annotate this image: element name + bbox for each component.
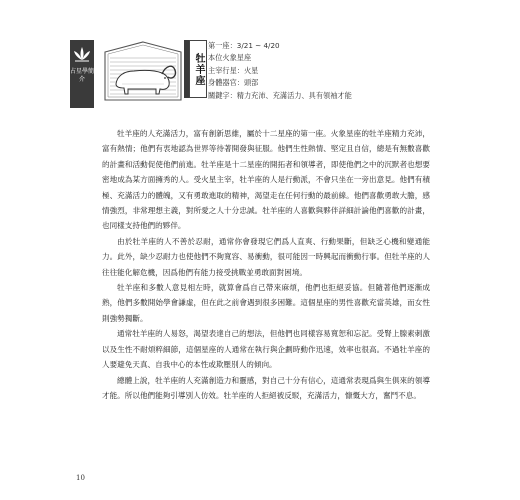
side-tab-label: 占星學簡介 bbox=[70, 68, 95, 83]
page-number: 10 bbox=[76, 474, 85, 482]
info-ruling-planet: 主宰行星：火星 bbox=[208, 65, 259, 75]
info-order: 第一座：3/21 ~ 4/20 bbox=[208, 41, 280, 50]
sign-title: 牡羊座 bbox=[189, 40, 207, 98]
paragraph: 牡羊座和多數人意見相左時，就算會爲自己帶來麻煩，他們也拒絕妥協。但隨著他們逐漸成熟，他們多數開始學會謙虛，但在此之前會遇到很多困難。這個星座的男性喜歡充當英雄，而女性則強勢獨斷。 bbox=[102, 283, 430, 323]
info-element: 本位火象星座 bbox=[208, 53, 252, 63]
paragraph: 總體上說，牡羊座的人充滿創造力和靈感，對自己十分有信心，這通常表現爲與生俱來的領導才能。所以他們能夠引導別人仿效。牡羊座的人拒絕被反駁，充滿活力，慷慨大方，奮鬥不息。 bbox=[102, 375, 430, 400]
lotus-icon bbox=[70, 44, 94, 66]
sign-info-block bbox=[208, 40, 428, 102]
info-body-part: 身體器官：頭部 bbox=[208, 78, 259, 88]
paragraph: 通常牡羊座的人易怒，渴望表達自己的想法，但他們也同樣容易寬恕和忘記。受腎上腺素刺激以及生性不耐煩粹細節，這個星座的人通常在執行與企劃時動作迅速，效率也很高。不過牡羊座的人要避免天真、自我中心的本性或欺壓別人的傾向。 bbox=[102, 329, 430, 370]
chapter-side-tab bbox=[70, 40, 94, 108]
aries-ram-emblem bbox=[102, 40, 184, 102]
paragraph: 由於牡羊座的人不善於忍耐，通常你會發現它們爲人直爽、行動果斷，但缺乏心機和變通能力。此外，缺少忍耐力也使他們不夠寬容、易衝動，很可能因一時興起而衝動行事。但牡羊座的人往往能化解危機，因爲他們有能力接受挑戰並勇敢面對困境。 bbox=[102, 236, 430, 277]
article-body bbox=[102, 126, 430, 403]
paragraph: 牡羊座的人充滿活力，富有創新思維，屬於十二星座的第一座。火象星座的牡羊座精力充沛，富有熱情；他們有衷地認為世界等待著開發與征服。他們生性熱情、堅定且自信，總是有無數喜歡的計畫和活動促使他們前進。牡羊座是十二星座的開拓者和領導者，即使他們之中的沉默者也想要密地成為某方面擁秀的人。受火星主宰，牡羊座的人是行動派，不會只坐在一旁出意見。他們有積極、充滿活力的體魄，又有勇敢進取的精神，渴望走在任何行動的最前線。他們喜歡勇敢大膽，感情強烈，非常理想主義，對所愛之人十分忠誠。牡羊座的人喜歡與夥伴詳細計論他們喜歡的計畫，也同樣支持他們的夥伴。 bbox=[102, 129, 430, 231]
ram-icon bbox=[116, 70, 169, 94]
info-keywords: 關鍵字：精力充沛、充滿活力、具有領袖才能 bbox=[208, 90, 352, 100]
